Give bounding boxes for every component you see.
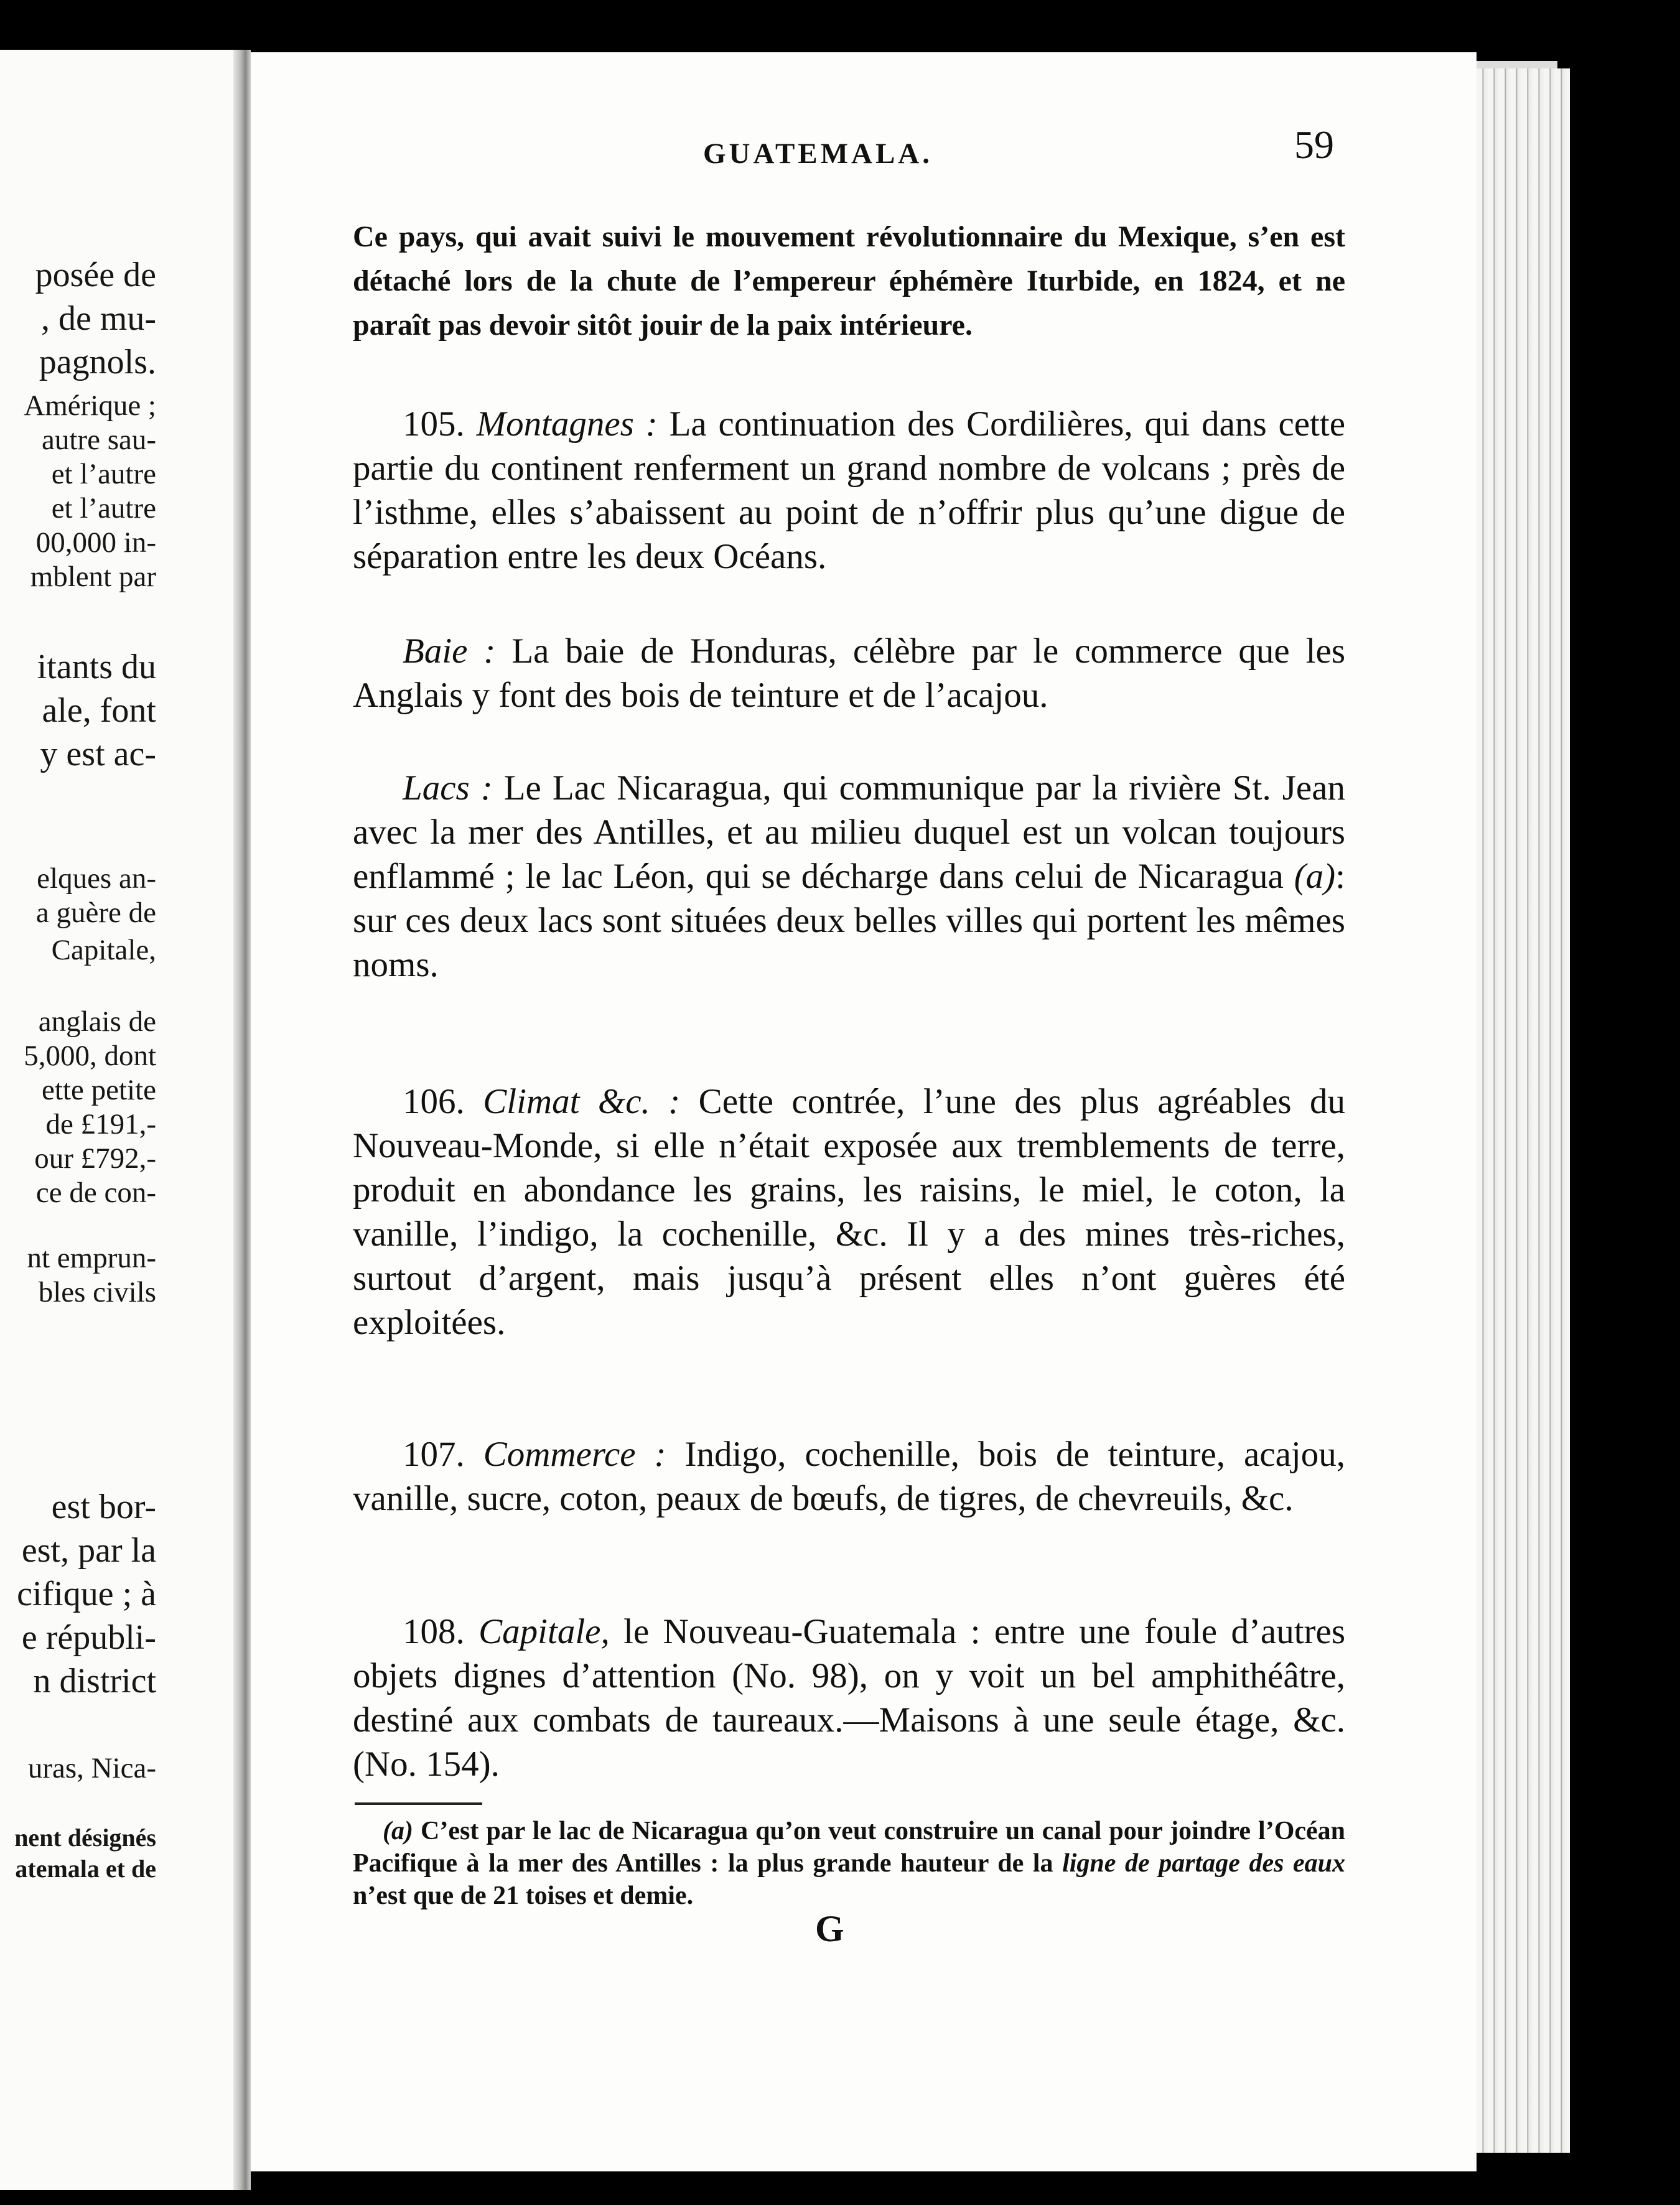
signature-mark: G <box>815 1908 844 1949</box>
footnote <box>353 1815 1345 1912</box>
paragraph-sidehead: Capitale, <box>478 1612 610 1651</box>
left-page-line: nt emprun- <box>27 1242 156 1274</box>
left-page-line: y est ac- <box>40 735 156 773</box>
left-page-line: atemala et de <box>15 1855 156 1883</box>
left-page-line: ce de con- <box>35 1177 156 1209</box>
left-page-line: 00,000 in- <box>35 526 156 559</box>
left-page-line: ette petite <box>42 1074 156 1106</box>
left-page-line: de £191,- <box>45 1108 156 1140</box>
paragraph-text: le Nouveau-Guatemala : entre une foule d’autres objets dignes d’attention (No. 98), on y voit un bel amphithéâtre, destiné aux combats de taureaux.—Maisons à une seule étage, &c. (No. 154). <box>353 1612 1346 1784</box>
paragraph-number: 105. <box>403 404 465 444</box>
left-page-line: autre sau- <box>42 424 156 456</box>
left-page-line: posée de <box>35 256 156 294</box>
paragraph-text: Cette contrée, l’une des plus agréables du Nouveau-Monde, si elle n’était exposée aux tremblements de terre, produit en abondance les grains, les raisins, le miel, le coton, la vanille, l’indigo, la cochenille, &c. Il y a des mines très-riches, surtout d’argent, mais jusqu’à présent elles n’ont guères été exploitées. <box>353 1082 1346 1342</box>
footnote-reference: (a) <box>1294 857 1336 896</box>
left-page-line: 5,000, dont <box>24 1040 156 1072</box>
left-page-line: pagnols. <box>39 343 156 381</box>
page-number: 59 <box>1294 123 1334 167</box>
left-page-line: est, par la <box>21 1531 156 1570</box>
left-page-line: e républi- <box>21 1618 156 1657</box>
paragraph-105 <box>353 402 1345 579</box>
left-page-line: ale, font <box>42 691 156 730</box>
footnote-italic-text: ligne de partage des eaux <box>1062 1849 1346 1878</box>
left-page-line: our £792,- <box>34 1142 156 1175</box>
left-facing-page <box>0 50 233 2190</box>
left-page-line: et l’autre <box>51 458 156 490</box>
footnote-mark: (a) <box>383 1817 413 1845</box>
paragraph-text: La baie de Honduras, célèbre par le commerce que les Anglais y font des bois de teinture et de l’acajou. <box>353 632 1345 715</box>
paragraph-text: Le Lac Nicaragua, qui communique par la rivière St. Jean avec la mer des Antilles, et au milieu duquel est un volcan toujours enflammé ; le lac Léon, qui se décharge dans celui de Nicaragua <box>353 768 1345 896</box>
left-page-line: bles civils <box>38 1276 156 1308</box>
paragraph-text-tail: : sur ces deux lacs sont situées deux belles villes qui portent les mêmes noms. <box>353 857 1345 984</box>
left-page-line: mblent par <box>30 561 156 593</box>
left-page-line: elques an- <box>37 862 156 895</box>
left-page-line: uras, Nica- <box>27 1752 156 1784</box>
running-head: GUATEMALA. <box>703 138 933 170</box>
book-gutter <box>233 50 251 2190</box>
left-page-line: Capitale, <box>51 934 156 966</box>
paragraph-text: La continuation des Cordilières, qui dans cette partie du continent renferment un grand nombre de volcans ; près de l’isthme, elles s’abaissent au point de n’offrir plus qu’une digue de séparation entre les deux Océans. <box>353 404 1346 576</box>
paragraph-106 <box>353 1079 1345 1345</box>
paragraph-sidehead: Climat &c. : <box>483 1082 681 1121</box>
footnote-text-end: n’est que de 21 toises et demie. <box>353 1881 694 1910</box>
paragraph-108 <box>353 1610 1345 1786</box>
left-page-line: a guère de <box>35 897 156 929</box>
page-edges <box>1477 68 1570 2153</box>
left-page-line: est bor- <box>51 1488 156 1526</box>
left-page-line: et l’autre <box>51 492 156 524</box>
paragraph-number: 107. <box>403 1435 465 1474</box>
left-page-line: itants du <box>37 648 156 686</box>
paragraph-sidehead: Lacs : <box>403 768 493 808</box>
footnote-rule <box>355 1802 482 1805</box>
paragraph-107 <box>353 1432 1345 1521</box>
paragraph-number: 108. <box>403 1612 465 1651</box>
paragraph-sidehead: Commerce : <box>483 1435 666 1474</box>
paragraph-number: 106. <box>403 1082 465 1121</box>
left-page-line: Amérique ; <box>24 389 156 422</box>
paragraph-sidehead: Montagnes : <box>476 404 658 444</box>
intro-paragraph: Ce pays, qui avait suivi le mouvement révolutionnaire du Mexique, s’en est détaché lors de la chute de l’empereur éphémère Iturbide, en 1824, et ne paraît pas devoir sitôt jouir de la paix intérieure. <box>353 220 1345 342</box>
paragraph-sidehead: Baie : <box>403 632 496 671</box>
left-page-line: , de mu- <box>40 299 156 338</box>
left-page-line: anglais de <box>38 1005 156 1038</box>
paragraph-lacs <box>353 766 1345 987</box>
left-page-line: cifique ; à <box>17 1575 156 1613</box>
footnote-text: C’est par le lac de Nicaragua qu’on veut construire un canal pour joindre l’Océan Pacifique à la mer des Antilles : la plus grande hauteur de la <box>353 1817 1346 1878</box>
left-page-line: nent désignés <box>14 1824 156 1852</box>
paragraph-text: Indigo, cochenille, bois de teinture, acajou, vanille, sucre, coton, peaux de bœufs, de tigres, de chevreuils, &c. <box>353 1435 1346 1518</box>
left-page-line: n district <box>33 1662 156 1700</box>
paragraph-baie <box>353 629 1345 717</box>
